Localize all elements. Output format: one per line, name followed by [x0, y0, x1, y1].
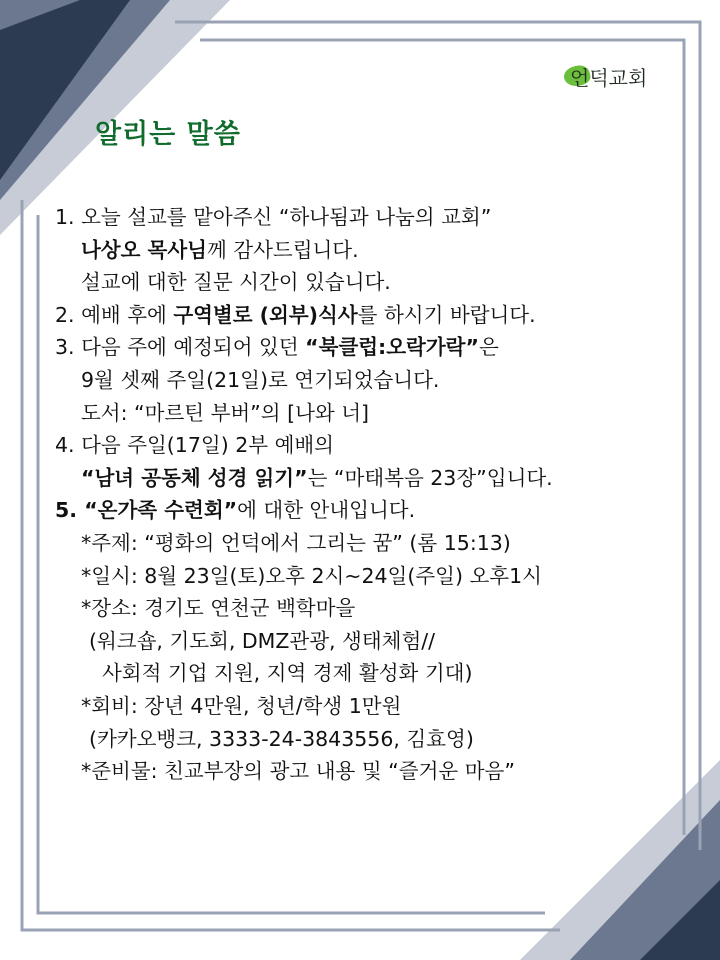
retreat-fee: *회비: 장년 4만원, 청년/학생 1만원: [81, 693, 402, 718]
item-4-line-1: 4. 다음 주일(17일) 2부 예배의: [55, 433, 334, 458]
item-3-line-2: 9월 셋째 주일(21일)로 연기되었습니다.: [81, 367, 440, 392]
retreat-supplies: *준비물: 친교부장의 광고 내용 및 “즐거운 마음”: [81, 759, 515, 784]
item-3-line-1: [55, 331, 695, 364]
item-4-bible-reading: “남녀 공동체 성경 읽기”: [81, 465, 308, 490]
logo-text: 언덕교회: [570, 66, 648, 90]
item-1-line-1: 1. 오늘 설교를 맡아주신 “하나됨과 나눔의 교회”: [55, 205, 492, 229]
item-3-line-3: 도서: “마르틴 부버”의 [나와 너]: [81, 400, 370, 425]
item-2-pre: 2. 예배 후에: [55, 302, 174, 327]
retreat-activities-2: 사회적 기업 지원, 지역 경제 활성화 기대): [102, 661, 473, 686]
item-2-meal: 구역별로 (외부)식사: [173, 302, 358, 327]
item-1-line-2: [55, 234, 695, 267]
page-title: 알리는 말씀: [95, 119, 241, 150]
item-3-bookclub: “북클럽:오락가락”: [305, 335, 479, 360]
retreat-place: *장소: 경기도 연천군 백학마을: [81, 596, 356, 621]
item-4-passage: 는 “마태복음 23장”입니다.: [307, 465, 553, 490]
item-1-thanks: 께 감사드립니다.: [206, 237, 359, 262]
item-4-line-2: [55, 462, 695, 495]
item-2-post: 를 하시기 바랍니다.: [357, 302, 536, 327]
retreat-theme: *주제: “평화의 언덕에서 그리는 꿈” (롬 15:13): [81, 530, 511, 555]
item-5-retreat: “온가족 수련회”: [84, 498, 238, 523]
item-1-line-3: 설교에 대한 질문 시간이 있습니다.: [81, 270, 391, 295]
item-5-line-1: [55, 494, 695, 527]
item-5-number: 5.: [55, 498, 85, 523]
church-logo: [570, 62, 647, 91]
retreat-date: *일시: 8월 23일(토)오후 2시~24일(주일) 오후1시: [81, 563, 542, 588]
retreat-activities-1: (워크숍, 기도회, DMZ관광, 생태체험//: [89, 628, 436, 653]
item-3-pre: 3. 다음 주에 예정되어 있던: [55, 335, 306, 360]
item-1-pastor-name: 나상오 목사님: [81, 237, 207, 262]
item-2-line: [55, 299, 695, 332]
retreat-account: (카카오뱅크, 3333-24-3843556, 김효영): [89, 726, 474, 751]
item-3-post: 은: [478, 335, 499, 360]
item-5-post: 에 대한 안내입니다.: [237, 498, 416, 523]
announcement-list: [55, 201, 695, 788]
